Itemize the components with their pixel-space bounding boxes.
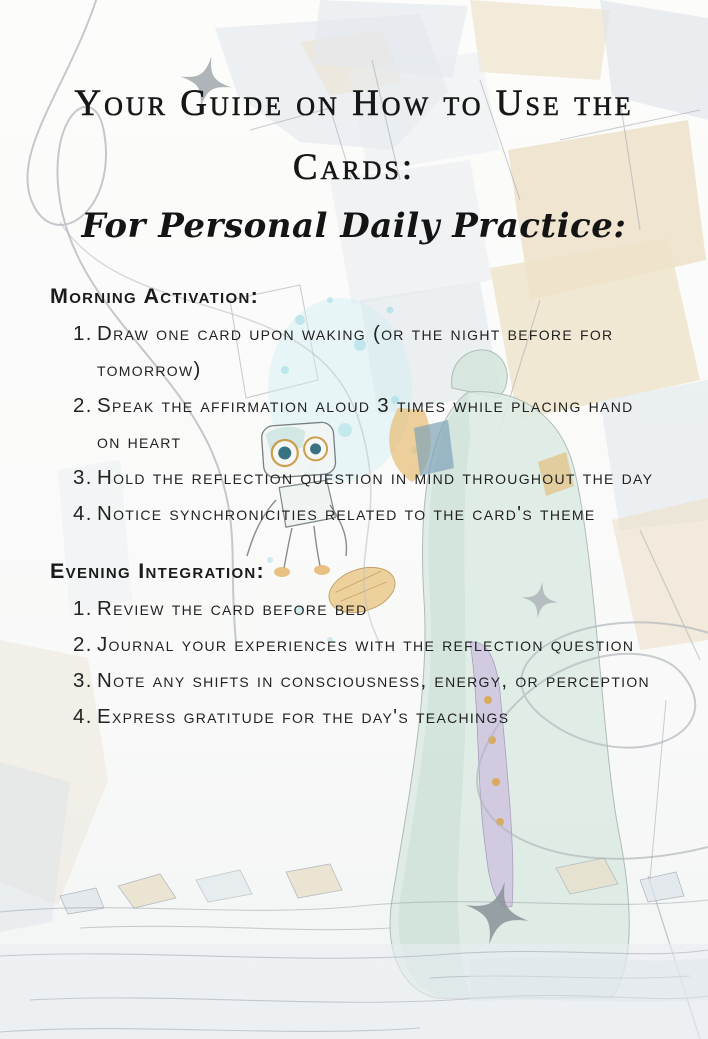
page-subtitle: For Personal Daily Practice:: [81, 206, 627, 246]
ground-sketch: [0, 858, 708, 1039]
list-item: [50, 316, 658, 388]
list-item-text: Note any shifts in consciousness, energy, or perception: [97, 669, 650, 692]
list-item-number: 1.: [73, 322, 93, 345]
list-item-number: 4.: [73, 705, 93, 728]
list-item-text: Speak the affirmation aloud 3 times while placing hand on heart: [97, 394, 634, 453]
list-item-number: 3.: [73, 466, 93, 489]
list-item-number: 3.: [73, 669, 93, 692]
list-item-number: 2.: [73, 633, 93, 656]
list-item-text: Hold the reflection question in mind throughout the day: [97, 466, 654, 489]
page-title-line-2: Cards:: [292, 147, 416, 188]
title-block: [0, 0, 708, 252]
section-heading: Morning Activation:: [50, 284, 260, 308]
morning-steps-list: [50, 316, 658, 532]
list-item: [50, 591, 658, 627]
section-morning-activation: [50, 282, 658, 532]
page-title-line-1: Your Guide on How to Use the: [74, 83, 634, 124]
list-item: [50, 663, 658, 699]
list-item-text: Draw one card upon waking (or the night before for tomorrow): [97, 322, 614, 381]
list-item: [50, 627, 658, 663]
list-item: [50, 699, 658, 735]
list-item-text: Review the card before bed: [97, 597, 368, 620]
section-heading: Evening Integration:: [50, 559, 266, 583]
list-item: [50, 388, 658, 460]
instructions: [50, 282, 658, 735]
list-item-number: 4.: [73, 502, 93, 525]
list-item: [50, 496, 658, 532]
section-evening-integration: [50, 557, 658, 735]
list-item-number: 2.: [73, 394, 93, 417]
list-item-number: 1.: [73, 597, 93, 620]
list-item-text: Notice synchronicities related to the card's theme: [97, 502, 596, 525]
evening-steps-list: [50, 591, 658, 735]
list-item: [50, 460, 658, 496]
list-item-text: Journal your experiences with the reflection question: [97, 633, 635, 656]
list-item-text: Express gratitude for the day's teachings: [97, 705, 510, 728]
